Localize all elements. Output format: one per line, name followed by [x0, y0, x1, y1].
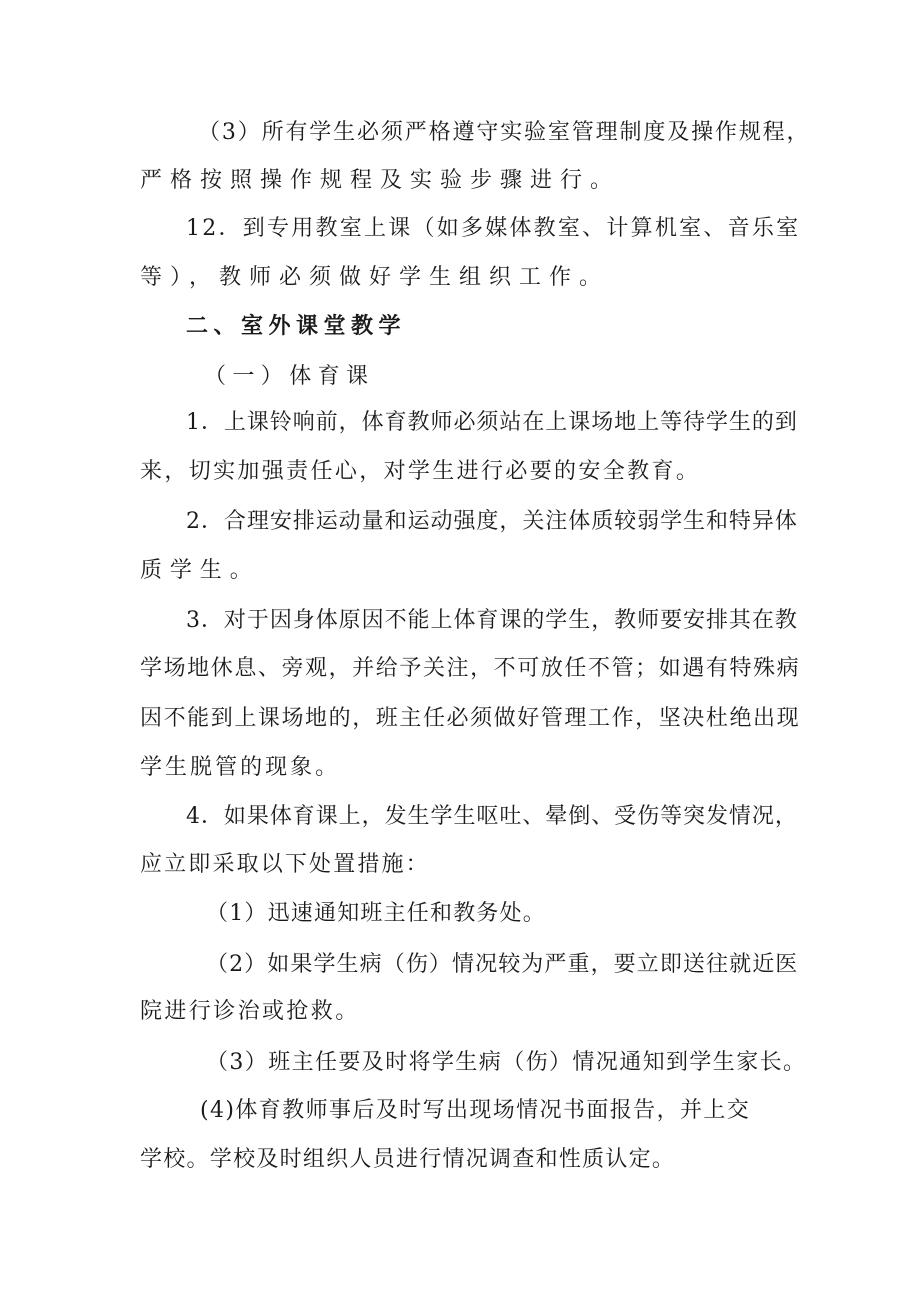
text-line: 严格按照操作规程及实验步骤进行。 [140, 168, 621, 193]
text-line: （3）所有学生必须严格遵守实验室管理制度及操作规程， [198, 120, 811, 145]
text-line: 3．对于因身体原因不能上体育课的学生，教师要安排其在教 [186, 608, 798, 633]
text-line: 院进行诊治或抢救。 [140, 999, 360, 1024]
text-line: （1）迅速通知班主任和教务处。 [206, 901, 546, 926]
text-line: 2．合理安排运动量和运动强度，关注体质较弱学生和特异体 [186, 509, 798, 534]
text-line: (4)体育教师事后及时写出现场情况书面报告，并上交 [200, 1098, 751, 1123]
text-line: 来，切实加强责任心，对学生进行必要的安全教育。 [140, 459, 701, 484]
text-line: 4．如果体育课上，发生学生呕吐、晕倒、受伤等突发情况， [186, 804, 798, 829]
text-line: 学生脱管的现象。 [140, 755, 341, 780]
text-line: （3）班主任要及时将学生病（伤）情况通知到学生家长。 [206, 1050, 807, 1075]
text-line: 学校。学校及时组织人员进行情况调查和性质认定。 [140, 1147, 676, 1172]
text-line: 应立即采取以下处置措施： [140, 852, 430, 877]
text-line: 质学生。 [140, 558, 260, 583]
subsection-heading: （一）体育课 [204, 364, 375, 389]
text-line: 1．上课铃响前，体育教师必须站在上课场地上等待学生的到 [186, 410, 798, 435]
text-line: 学场地休息、旁观，并给予关注，不可放任不管；如遇有特殊病 [140, 656, 801, 681]
text-line: （2）如果学生病（伤）情况较为严重，要立即送往就近医 [206, 952, 799, 977]
text-line: 等），教师必须做好学生组织工作。 [140, 265, 610, 290]
text-line: 因不能到上课场地的，班主任必须做好管理工作，坚决杜绝出现 [140, 706, 801, 731]
text-line: 12．到专用教室上课（如多媒体教室、计算机室、音乐室 [186, 216, 801, 241]
section-heading: 二、室外课堂教学 [186, 314, 407, 339]
